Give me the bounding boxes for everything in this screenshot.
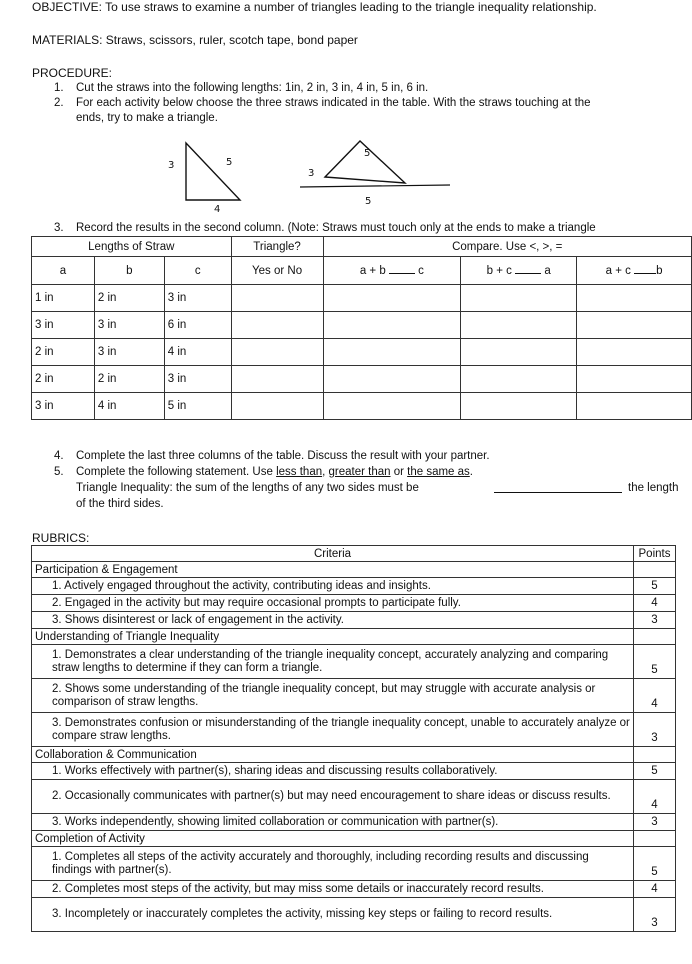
header-lengths: Lengths of Straw (32, 237, 232, 257)
answer-yes-no[interactable] (231, 285, 323, 312)
rubric-criterion-text: 2. Engaged in the activity but may require occasional prompts to participate fully. (32, 595, 634, 612)
answer-ac-b[interactable] (577, 393, 692, 420)
ti-end-text: the length (628, 482, 679, 494)
cmp-a-label: a (544, 265, 551, 277)
table-row (32, 339, 692, 366)
rubric-category-points (634, 629, 676, 645)
rubric-points: 4 (634, 780, 676, 814)
rubric-criterion-row (32, 847, 676, 881)
rubric-criterion-row (32, 612, 676, 629)
cell-b: 4 in (94, 393, 164, 420)
step-5-number: 5. (54, 466, 64, 478)
triangle-inequality-statement (76, 482, 419, 494)
rubric-category-row (32, 747, 676, 763)
cmp-c-label: c (418, 265, 424, 277)
rubric-category-row (32, 831, 676, 847)
cell-a: 1 in (32, 285, 95, 312)
table-row (32, 312, 692, 339)
answer-ab-c[interactable] (323, 312, 461, 339)
cell-c: 3 in (164, 366, 231, 393)
rubric-points: 5 (634, 763, 676, 780)
answer-ab-c[interactable] (323, 393, 461, 420)
rubric-category-points (634, 747, 676, 763)
materials-text: MATERIALS: Straws, scissors, ruler, scotch tape, bond paper (32, 33, 358, 47)
answer-bc-a[interactable] (461, 366, 577, 393)
step-4-text: Complete the last three columns of the table. Discuss the result with your partner. (76, 450, 490, 462)
rubric-points: 3 (634, 612, 676, 629)
rubric-points: 5 (634, 847, 676, 881)
cmp-bc-label: b + c (486, 265, 512, 277)
t1-bottom-label: 4 (214, 204, 221, 215)
rubric-category-title: Completion of Activity (32, 831, 634, 847)
rubric-criterion-text: 2. Shows some understanding of the triangle inequality concept, but may struggle with accurate analysis or comparison of straw lengths. (32, 679, 634, 713)
rubric-points: 3 (634, 814, 676, 831)
cmp-ab-label: a + b (359, 265, 386, 277)
table-row (32, 393, 692, 420)
option-greater-than: greater than (328, 466, 391, 478)
answer-yes-no[interactable] (231, 393, 323, 420)
rubric-category-points (634, 831, 676, 847)
rubric-points: 5 (634, 645, 676, 679)
separator: , (322, 466, 329, 478)
step-1-number: 1. (54, 82, 64, 94)
baseline-stroke (300, 185, 450, 187)
rubric-points: 3 (634, 898, 676, 932)
answer-ab-c[interactable] (323, 285, 461, 312)
rubric-category-points (634, 562, 676, 578)
rubric-criterion-text: 3. Shows disinterest or lack of engagement in the activity. (32, 612, 634, 629)
answer-yes-no[interactable] (231, 312, 323, 339)
answer-ab-c[interactable] (323, 339, 461, 366)
rubric-category-row (32, 562, 676, 578)
t2-bottom-label: 5 (365, 196, 372, 207)
answer-ac-b[interactable] (577, 339, 692, 366)
rubric-criterion-row (32, 578, 676, 595)
rubric-criterion-row (32, 679, 676, 713)
header-compare: Compare. Use <, >, = (323, 237, 692, 257)
rubric-criterion-text: 1. Completes all steps of the activity accurately and thoroughly, including recording results and discussing findings with partner(s). (32, 847, 634, 881)
t1-left-label: 3 (168, 160, 175, 171)
rubric-criterion-text: 3. Incompletely or inaccurately completes the activity, missing key steps or failing to record results. (32, 898, 634, 932)
rubric-points: 4 (634, 595, 676, 612)
rubric-points: 4 (634, 679, 676, 713)
rubric-criterion-text: 2. Occasionally communicates with partner(s) but may need encouragement to share ideas or discuss results. (32, 780, 634, 814)
answer-ab-c[interactable] (323, 366, 461, 393)
answer-yes-no[interactable] (231, 366, 323, 393)
rubric-criterion-text: 1. Demonstrates a clear understanding of the triangle inequality concept, accurately analyzing and comparing straw lengths to determine if they can form a triangle. (32, 645, 634, 679)
option-same-as: the same as (407, 466, 470, 478)
header-points: Points (634, 546, 676, 562)
ti-end-text-cont: of the third sides. (76, 498, 164, 510)
rubric-criterion-row (32, 780, 676, 814)
cell-c: 5 in (164, 393, 231, 420)
header-triangle: Triangle? (231, 237, 323, 257)
rubric-criterion-row (32, 814, 676, 831)
right-triangle-figure (186, 143, 240, 200)
col-compare-ab-c (323, 257, 461, 285)
answer-ac-b[interactable] (577, 285, 692, 312)
rubric-table (31, 545, 676, 932)
step-5-text (76, 466, 473, 478)
cell-b: 3 in (94, 339, 164, 366)
step-2-number: 2. (54, 97, 64, 109)
rubric-category-title: Understanding of Triangle Inequality (32, 629, 634, 645)
cell-b: 2 in (94, 366, 164, 393)
table-row (32, 285, 692, 312)
t1-right-label: 5 (226, 157, 233, 168)
rubric-criterion-row (32, 645, 676, 679)
step-3-text: Record the results in the second column. (Note: Straws must touch only at the ends to make a triangle (76, 222, 596, 234)
col-a: a (32, 257, 95, 285)
cell-a: 3 in (32, 393, 95, 420)
cell-c: 3 in (164, 285, 231, 312)
header-criteria: Criteria (32, 546, 634, 562)
step-1-text: Cut the straws into the following lengths: 1in, 2 in, 3 in, 4 in, 5 in, 6 in. (76, 82, 429, 94)
rubric-category-row (32, 629, 676, 645)
col-compare-bc-a (461, 257, 577, 285)
objective-text: OBJECTIVE: To use straws to examine a number of triangles leading to the triangle inequality relationship. (32, 0, 597, 14)
rubric-points: 4 (634, 881, 676, 898)
rubric-criterion-text: 3. Demonstrates confusion or misunderstanding of the triangle inequality concept, unable to accurately analyze or compare straw lengths. (32, 713, 634, 747)
step-5-intro: Complete the following statement. Use (76, 466, 277, 478)
rubric-criterion-text: 1. Works effectively with partner(s), sharing ideas and discussing results collaboratively. (32, 763, 634, 780)
rubric-category-title: Collaboration & Communication (32, 747, 634, 763)
cell-c: 4 in (164, 339, 231, 366)
col-compare-ac-b (577, 257, 692, 285)
ti-text: : the sum of the lengths of any two sides must be (169, 482, 419, 494)
rubric-points: 5 (634, 578, 676, 595)
ti-label: Triangle Inequality (76, 482, 170, 494)
rubric-criterion-row (32, 898, 676, 932)
t2-top-label: 5 (364, 148, 371, 159)
table-row (32, 366, 692, 393)
cell-a: 2 in (32, 339, 95, 366)
straw-table (31, 236, 692, 420)
t2-left-label: 3 (308, 168, 315, 179)
col-b: b (94, 257, 164, 285)
answer-bc-a[interactable] (461, 285, 577, 312)
rubric-criterion-text: 3. Works independently, showing limited collaboration or communication with partner(s). (32, 814, 634, 831)
rubric-points: 3 (634, 713, 676, 747)
cell-c: 6 in (164, 312, 231, 339)
rubric-criterion-row (32, 881, 676, 898)
separator: or (390, 466, 408, 478)
answer-yes-no[interactable] (231, 339, 323, 366)
answer-ac-b[interactable] (577, 312, 692, 339)
step-4-number: 4. (54, 450, 64, 462)
answer-bc-a[interactable] (461, 393, 577, 420)
step-2-text: For each activity below choose the three straws indicated in the table. With the straws touching at the (76, 97, 591, 109)
answer-blank[interactable] (494, 483, 622, 493)
rubrics-heading: RUBRICS: (32, 531, 90, 545)
cmp-b-label: b (656, 265, 663, 277)
cell-b: 2 in (94, 285, 164, 312)
col-c: c (164, 257, 231, 285)
rubric-criterion-row (32, 763, 676, 780)
col-yes-no: Yes or No (231, 257, 323, 285)
rubric-criterion-text: 2. Completes most steps of the activity, but may miss some details or inaccurately record results. (32, 881, 634, 898)
option-less-than: less than (276, 466, 323, 478)
cell-a: 3 in (32, 312, 95, 339)
rubric-criterion-row (32, 713, 676, 747)
rubric-category-title: Participation & Engagement (32, 562, 634, 578)
cmp-ac-label: a + c (605, 265, 631, 277)
cell-b: 3 in (94, 312, 164, 339)
step-3-number: 3. (54, 222, 64, 234)
triangle-figures (150, 135, 450, 220)
cell-a: 2 in (32, 366, 95, 393)
step-2-text-cont: ends, try to make a triangle. (76, 112, 218, 124)
procedure-heading: PROCEDURE: (32, 66, 113, 80)
answer-bc-a[interactable] (461, 312, 577, 339)
rubric-criterion-row (32, 595, 676, 612)
answer-bc-a[interactable] (461, 339, 577, 366)
rubric-criterion-text: 1. Actively engaged throughout the activity, contributing ideas and insights. (32, 578, 634, 595)
period: . (469, 466, 473, 478)
answer-ac-b[interactable] (577, 366, 692, 393)
